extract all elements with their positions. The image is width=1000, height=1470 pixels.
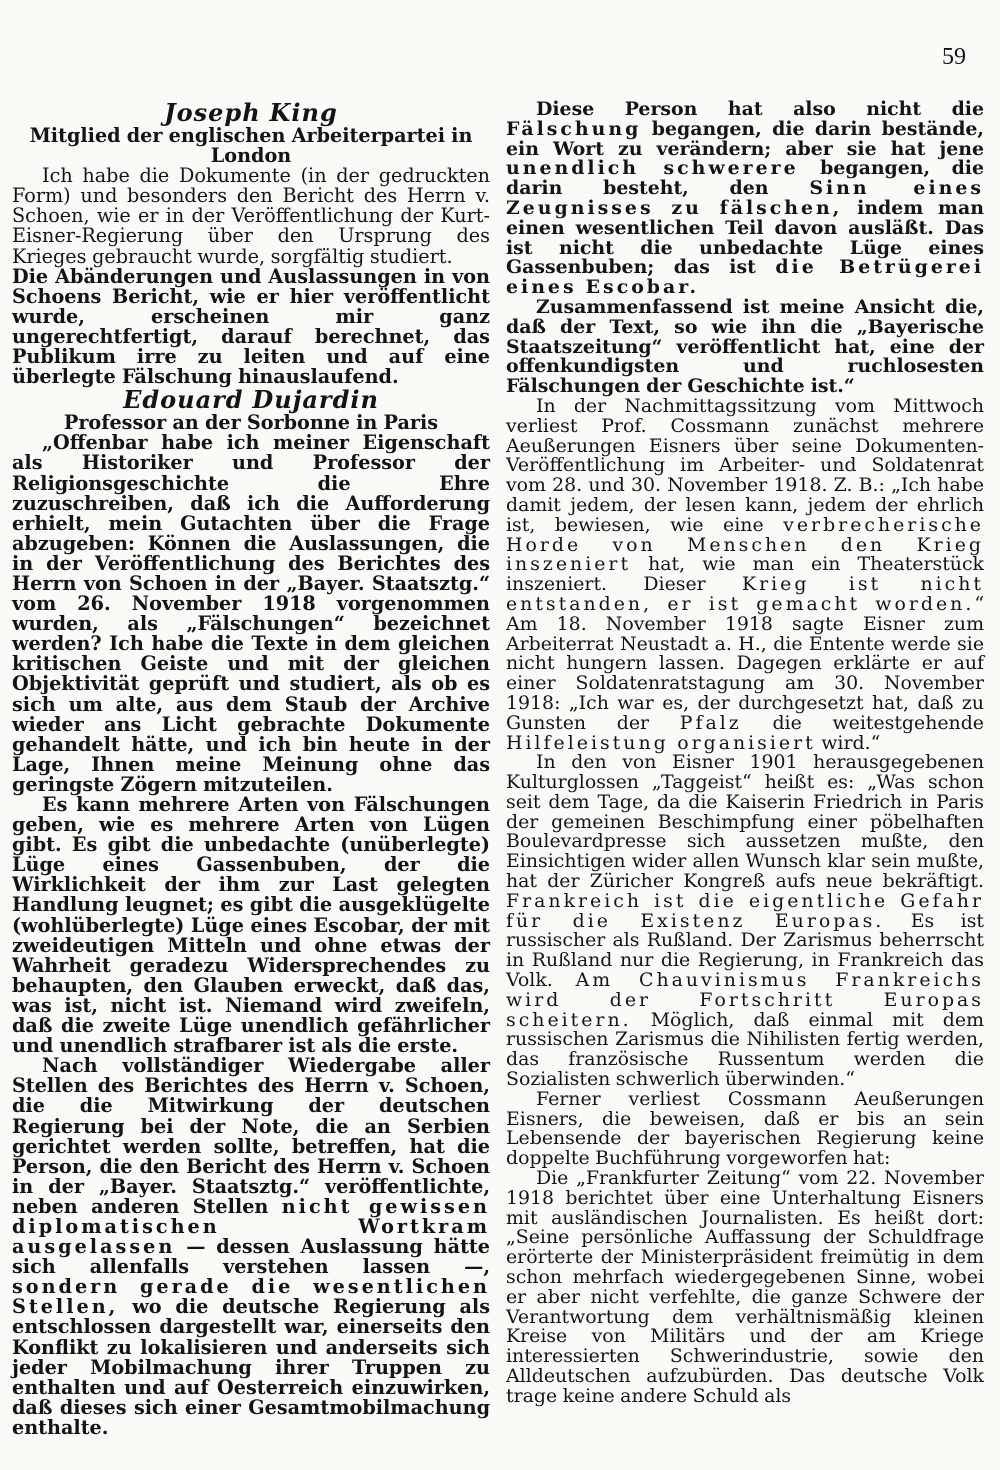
left-column xyxy=(12,100,490,1438)
dujardin-heading: Edouard Dujardin xyxy=(123,385,379,415)
spaced-text: Sinn eines Zeugnisses zu fälschen, xyxy=(506,177,985,219)
text-run: wo die deutsche Regierung als entschlossen dargestellt war, einerseits den Konflikt zu lokalisieren und anderseits sich jeder Mobilmachung ihrer Truppen zu enthalten und auf Oesterreich einzuwirken, daß dieses sich einer Gesamtmobilmachung enthalte. xyxy=(12,1295,491,1439)
taggeist-paragraph xyxy=(506,753,984,1090)
dujardin-paragraph-2: Es kann mehrere Arten von Fälschungen geben, wie es mehrere Arten von Lügen gibt. Es gibt die unbedachte (unüberlegte) Lüge eines Gassenbuben, der die Wirklichkeit der ihm zur Last gelegten Handlung leugnet; es gibt die ausgeklügelte (wohlüberlegte) Lüge eines Escobar, der mit zweideutigen Mitteln und ohne etwas der Wahrheit geradezu Widersprechendes zu behaupten, den Glauben erweckt, daß das, was ist, nicht ist. Niemand wird zweifeln, daß die zweite Lüge unendlich gefährlicher und unendlich strafbarer ist als die erste. xyxy=(12,793,490,1058)
spaced-text: Hilfeleistung organisiert xyxy=(506,731,816,754)
spaced-text: Fälschung xyxy=(506,117,642,140)
text-run: Nach vollständiger Wiedergabe aller Stellen des Berichtes des Herrn v. Schoen, die die Mitwirkung der deutschen Regierung bei der Note, die an Serbien gerichtet werden sollte, betreffen, hat die Person, die den Bericht des Herrn v. Schoen in der „Bayer. Staatsztg.“ veröffentlichte, neben anderen Stellen xyxy=(12,1054,490,1218)
session-paragraph xyxy=(506,394,984,754)
spaced-text: Am Chauvinismus Frankreichs wird der Fortschritt Europas scheitern. xyxy=(506,969,984,1031)
spaced-text: die Betrügerei eines Escobar. xyxy=(506,256,984,299)
dujardin-subheading: Professor an der Sorbonne in Paris xyxy=(63,411,439,435)
text-run: Es ist russischer als Rußland. Der Zarismus beherrscht in Rußland nur die Regierung, in Frankreich das Volk. xyxy=(506,909,984,992)
spaced-text: unendlich schwerere xyxy=(506,157,799,180)
right-column xyxy=(506,100,984,1407)
conclusion-paragraph-1 xyxy=(506,100,984,298)
spaced-text: nicht gewissen diplomatischen Wortkram ausgelassen xyxy=(12,1194,491,1259)
spaced-text: Pfalz xyxy=(679,711,742,734)
spaced-text: Frankreich ist die eigentliche Gefahr für die Existenz Europas. xyxy=(506,889,984,932)
page-number: 59 xyxy=(942,44,966,70)
king-heading: Joseph King xyxy=(164,98,338,127)
frankfurter-paragraph: Die „Frankfurter Zeitung“ vom 22. November 1918 berichtet über eine Unterhaltung Eisners mit ausländischen Journalisten. Es heißt dort: „Seine persönliche Auffassung der Schuldfrage erörterte der Ministerpräsident freimütig in dem schon mehrfach wiedergegebenen Sinne, wobei er aber nicht verfehlte, die ganze Schwere der Verantwortung dem verhältnismäßig kleinen Kreise von Militärs und der am Kriege interessierten Schwerindustrie, sowie den Alldeutschen aufzubürden. Das deutsche Volk trage keine andere Schuld als xyxy=(506,1167,984,1407)
text-run: Möglich, daß einmal mit dem russischen Zarismus die Nihilisten fertig werden, das französische Russentum werden die Sozialisten schwerlich überwinden.“ xyxy=(506,1008,984,1091)
text-run: wird.“ xyxy=(821,731,881,754)
king-subheading: Mitglied der englischen Arbeiterpartei in London xyxy=(29,124,473,168)
text-run: begangen, die darin bestände, ein Wort zu verändern; aber sie hat jene xyxy=(506,117,985,160)
text-run: In der Nachmittagssitzung vom Mittwoch verliest Prof. Cossmann zunächst mehrere Aeußerungen Eisners über seine Dokumenten-Veröffentlichung im Arbeiter- und Soldatenrat vom 28. und 30. November 1918. Z. B.: „Ich habe damit jedem, der lesen kann, jedem der ehrlich ist, bewiesen, wie eine xyxy=(506,394,984,536)
spaced-text: Krieg ist nicht entstanden, er ist gemacht worden. xyxy=(506,573,984,615)
conclusion-paragraph-2: Zusammenfassend ist meine Ansicht die, daß der Text, so wie ihn die „Bayerische Staatszeitung“ veröffentlicht hat, eine der offenkundigsten und ruchlosesten Fälschungen der Geschichte ist.“ xyxy=(506,295,984,398)
spaced-text: sondern gerade die wesentlichen Stellen, xyxy=(12,1275,490,1319)
text-run: hat, wie man ein Theaterstück inszeniert. Dieser xyxy=(506,553,984,596)
text-run: In den von Eisner 1901 herausgegebenen Kulturglossen „Taggeist“ heißt es: „Was schon seit dem Tage, da die Kaiserin Friedrich in Paris der gemeinen Beschimpfung einer pöbelhaften Boulevardpresse sich aussetzen mußte, den Einsichtigen wider allen Wunsch klar sein mußte, hat der Züricher Kongreß aufs neue bekräftigt. xyxy=(506,751,984,893)
text-run: Diese Person hat also nicht die xyxy=(536,98,984,120)
text-run: — dessen Auslassung hätte sich allenfalls verstehen lassen —, xyxy=(12,1235,490,1279)
text-run: begangen, die darin besteht, den xyxy=(506,157,984,200)
text-run: die weitestgehende xyxy=(772,711,984,734)
king-paragraph-2: Die Abänderungen und Auslassungen in von Schoens Bericht, wie er hier veröffentlicht wurde, erscheinen mir ganz ungerechtfertigt, darauf berechnet, das Publikum irre zu leiten und auf eine überlegte Fälschung hinauslaufend. xyxy=(12,264,490,389)
spaced-text: verbrecherische Horde von Menschen den Krieg inszeniert xyxy=(506,513,984,576)
king-paragraph-1: Ich habe die Dokumente (in der gedruckten Form) und besonders den Bericht des Herrn v. Schoen, wie er in der Veröffentlichung der Kurt-Eisner-Regierung über den Ursprung des Krieges gebraucht wurde, sorgfältig studiert. xyxy=(12,164,490,268)
text-run: “ Am 18. November 1918 sagte Eisner zum Arbeiterrat Neustadt a. H., die Entente werde sie nicht hungern lassen. Dagegen erklärte er auf einer Soldatenratstagung am 30. November 1918: „Ich war es, der durchgesetzt hat, daß zu Gunsten der xyxy=(506,592,984,734)
dujardin-paragraph-3 xyxy=(12,1056,490,1438)
text-run: indem man einen wesentlichen Teil davon ausläßt. Das ist nicht die unbedachte Lüge eines Gassenbuben; das ist xyxy=(506,196,985,279)
cossmann-paragraph: Ferner verliest Cossmann Aeußerungen Eisners, die beweisen, daß er bis an sein Lebensende der bayerischen Regierung keine doppelte Buchführung vorgeworfen hat: xyxy=(506,1087,984,1170)
dujardin-paragraph-1: „Offenbar habe ich meiner Eigenschaft als Historiker und Professor der Religionsgeschichte die Ehre zuzuschreiben, daß ich die Aufforderung erhielt, mein Gutachten über die Frage abzugeben: Können die Auslassungen, die in der Veröffentlichung des Berichtes des Herrn von Schoen in der „Bayer. Staatsztg.“ vom 26. November 1918 vorgenommen wurden, als „Fälschungen“ bezeichnet werden? Ich habe die Texte in dem gleichen kritischen Geiste und mit der gleichen Objektivität geprüft und studiert, als ob es sich um alte, aus dem Staub der Archive wieder ans Licht gebrachte Dokumente gehandelt hätte, und ich bin heute in der Lage, Ihnen meine Meinung ohne das geringste Zögern mitzuteilen. xyxy=(12,431,490,796)
